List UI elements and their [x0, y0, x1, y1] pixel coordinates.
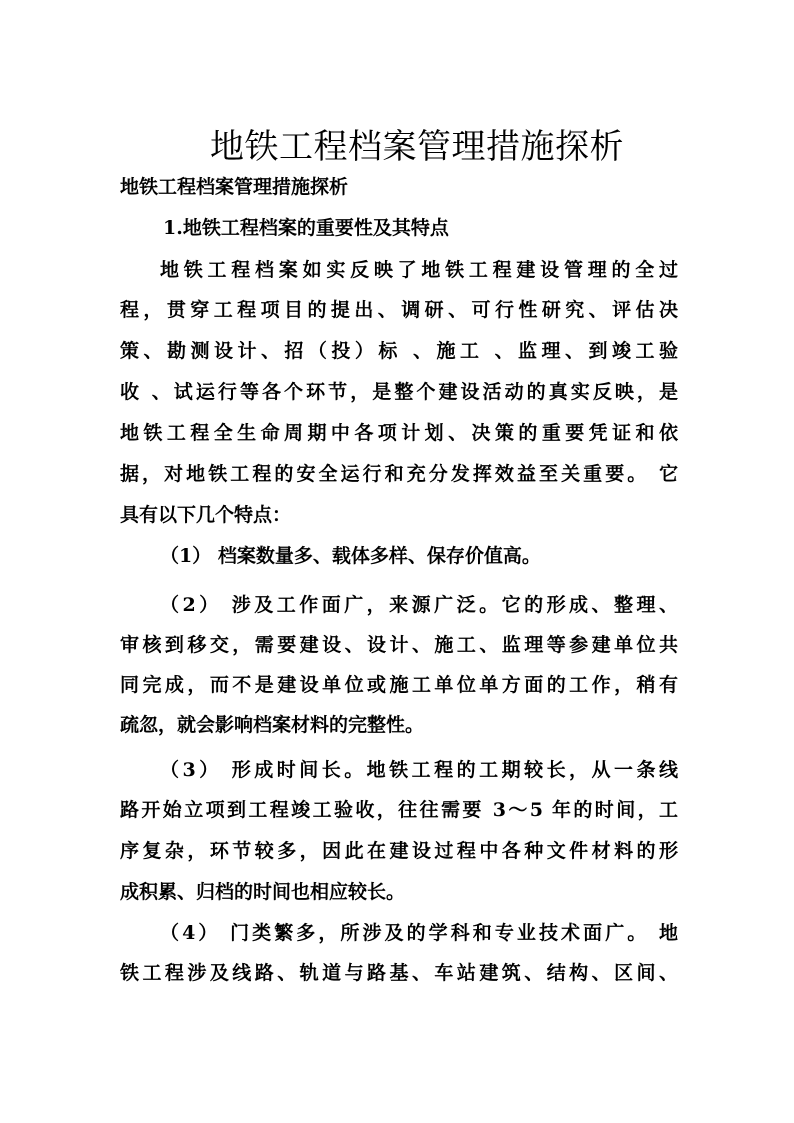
paragraph-line: （4） 门类繁多，所涉及的学科和专业技术面广。 地 [160, 922, 678, 944]
paragraph-line: 具有以下几个特点： [120, 504, 292, 526]
paragraph-line: 收 、试运行等各个环节，是整个建设活动的真实反映，是 [120, 381, 678, 403]
paragraph-line: 同完成，而不是建设单位或施工单位单方面的工作，稍有 [120, 674, 678, 696]
paragraph-line: 程，贯穿工程项目的提出、调研、可行性研究、评估决 [120, 299, 678, 321]
section-heading: 1.地铁工程档案的重要性及其特点 [163, 217, 449, 239]
paragraph-line: 地铁工程全生命周期中各项计划、决策的重要凭证和依 [120, 422, 678, 444]
paragraph-line: （1） 档案数量多、载体多样、保存价值高。 [160, 545, 541, 567]
paragraph-line: 成积累、归档的时间也相应较长。 [120, 881, 406, 903]
paragraph-line: 疏忽，就会影响档案材料的完整性。 [120, 714, 425, 736]
paragraph-line: 地铁工程档案如实反映了地铁工程建设管理的全过 [160, 259, 678, 281]
paragraph-line: 审核到移交，需要建设、设计、施工、监理等参建单位共 [120, 634, 678, 656]
paragraph-line: 序复杂，环节较多，因此在建设过程中各种文件材料的形 [120, 840, 678, 862]
paragraph-line: 策、勘测设计、招（投）标 、施工 、监理、到竣工验 [120, 340, 678, 362]
document-subtitle: 地铁工程档案管理措施探析 [120, 176, 349, 198]
paragraph-line: 铁工程涉及线路、轨道与路基、车站建筑、结构、区间、 [120, 962, 678, 984]
paragraph-line: （2） 涉及工作面广，来源广泛。它的形成、整理、 [160, 594, 678, 616]
paragraph-line: 路开始立项到工程竣工验收，往往需要 3～5 年的时间，工 [120, 799, 678, 821]
paragraph-line: 据，对地铁工程的安全运行和充分发挥效益至关重要。 它 [120, 463, 678, 485]
paragraph-line: （3） 形成时间长。地铁工程的工期较长，从一条线 [160, 759, 678, 781]
document-title: 地铁工程档案管理措施探析 [210, 126, 624, 167]
